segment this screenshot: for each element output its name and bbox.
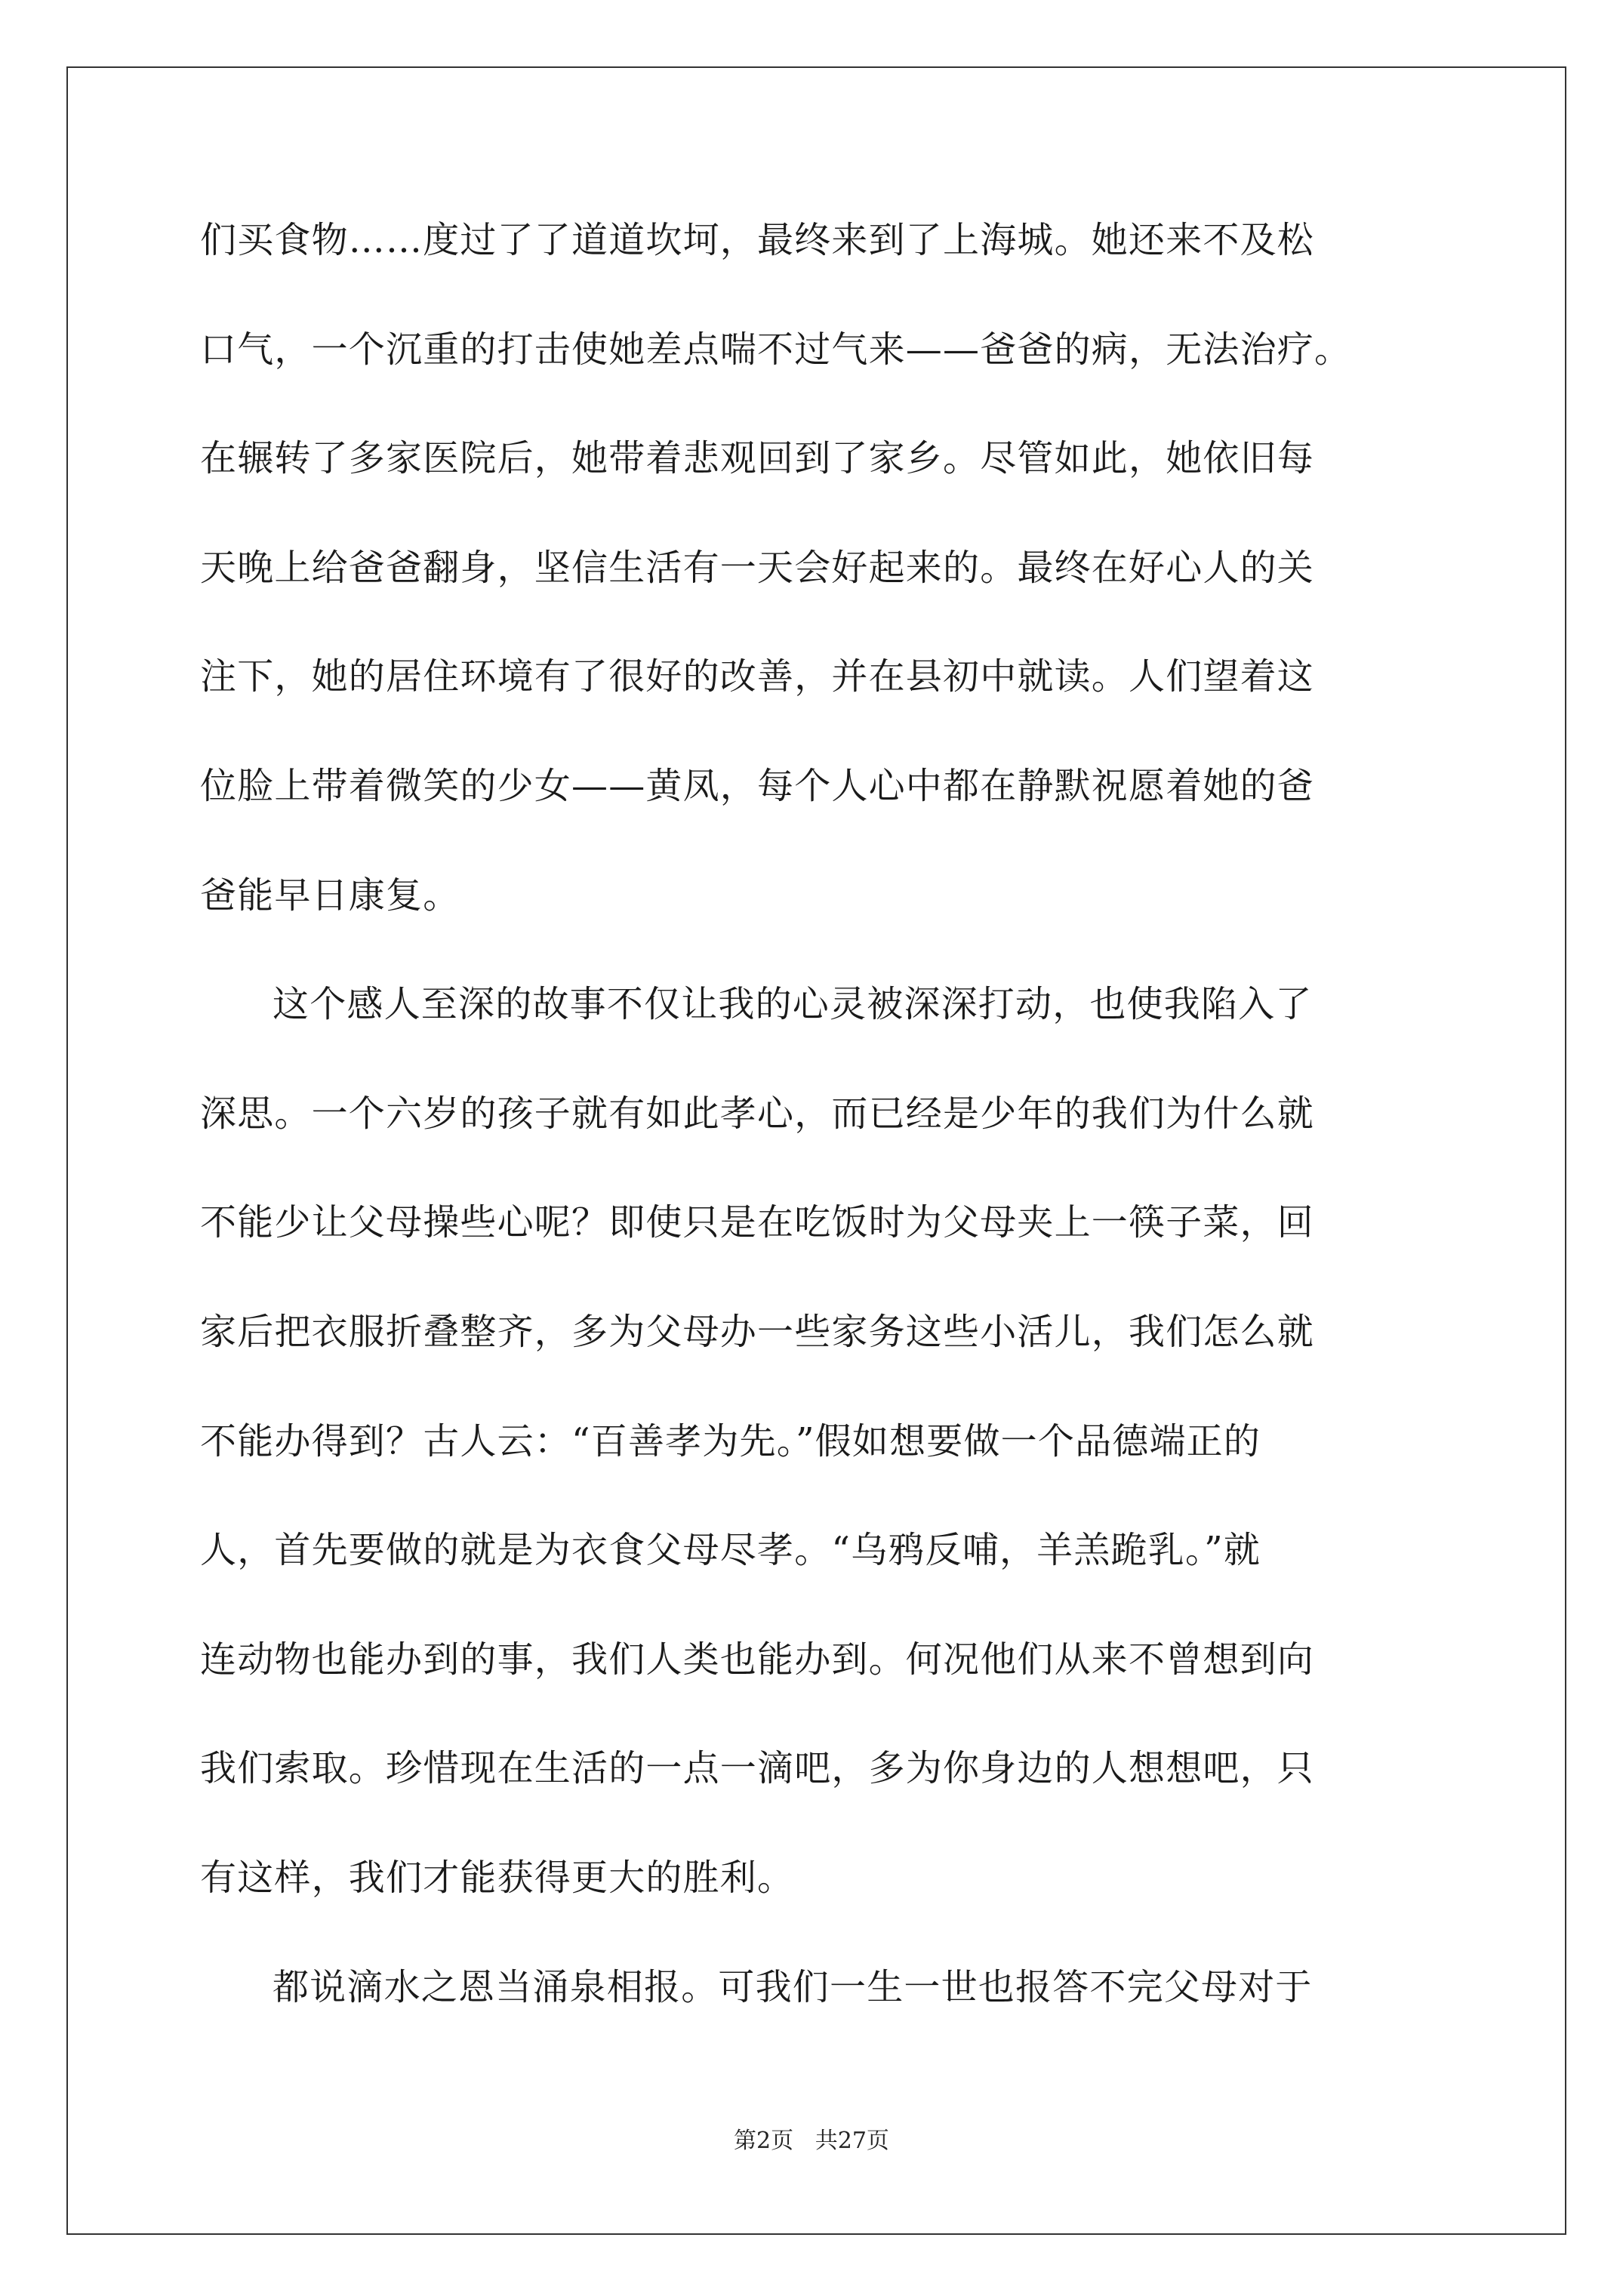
text-line: 爸能早日康复。	[200, 874, 460, 917]
paragraph-start-line: 这个感人至深的故事不仅让我的心灵被深深打动，也使我陷入了	[273, 983, 1313, 1026]
text-line: 深思。一个六岁的孩子就有如此孝心，而已经是少年的我们为什么就	[200, 1092, 1315, 1135]
text-line: 位脸上带着微笑的少女——黄凤，每个人心中都在静默祝愿着她的爸	[200, 764, 1315, 807]
text-line: 人，首先要做的就是为衣食父母尽孝。“乌鸦反哺，羊羔跪乳。”就	[200, 1529, 1261, 1572]
document-body	[200, 186, 1438, 2042]
paragraph-start-line: 都说滴水之恩当涌泉相报。可我们一生一世也报答不完父母对于	[273, 1965, 1313, 2008]
text-line: 我们索取。珍惜现在生活的一点一滴吧，多为你身边的人想想吧，只	[200, 1747, 1315, 1790]
text-line: 有这样，我们才能获得更大的胜利。	[200, 1856, 795, 1899]
text-line: 家后把衣服折叠整齐，多为父母办一些家务这些小活儿，我们怎么就	[200, 1310, 1315, 1353]
text-line: 在辗转了多家医院后，她带着悲观回到了家乡。尽管如此，她依旧每	[200, 437, 1315, 480]
text-line: 们买食物……度过了了道道坎坷，最终来到了上海城。她还来不及松	[200, 219, 1315, 261]
text-line: 口气，一个沉重的打击使她差点喘不过气来——爸爸的病，无法治疗。	[200, 328, 1352, 371]
text-line: 注下，她的居住环境有了很好的改善，并在县初中就读。人们望着这	[200, 655, 1315, 698]
page-total: 共27页	[815, 2128, 889, 2154]
page-number: 第2页	[734, 2128, 794, 2154]
text-line: 不能办得到？古人云：“百善孝为先。”假如想要做一个品德端正的	[200, 1419, 1261, 1462]
page-footer	[0, 2126, 1623, 2156]
text-line: 连动物也能办到的事，我们人类也能办到。何况他们从来不曾想到向	[200, 1638, 1315, 1681]
text-line: 不能少让父母操些心呢？即使只是在吃饭时为父母夹上一筷子菜，回	[200, 1201, 1315, 1244]
text-line: 天晚上给爸爸翻身，坚信生活有一天会好起来的。最终在好心人的关	[200, 546, 1315, 589]
